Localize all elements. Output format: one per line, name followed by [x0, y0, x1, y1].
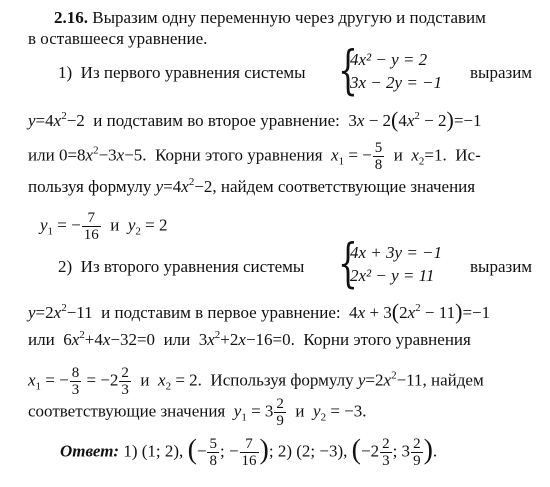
part1-label: 1) — [58, 63, 73, 82]
line-12-text: соответствующие значения — [28, 401, 226, 421]
system-1-brace: { — [338, 41, 358, 101]
formula-y1: y — [28, 111, 36, 130]
express-word-2: выразим — [470, 257, 533, 276]
system-2-row-2: 2x² − y = 11 — [350, 266, 435, 285]
answer-frac-7-16: $\frac{7}{16}$ — [241, 436, 257, 469]
line-5-and: и — [393, 145, 403, 165]
answer-part-1: 1) (1; 2), — [123, 441, 184, 461]
line-6: пользуя формулу $y=4x^2-2$, найдем соответствующие значения — [28, 176, 476, 196]
intro-text-1: Выразим одну переменную через другую и подставим — [92, 8, 486, 27]
line-5-roots: Корни этого уравнения — [155, 145, 323, 165]
line-11-text-a: Используя формулу — [210, 370, 354, 390]
part2-text: Из второго уравнения системы — [80, 257, 305, 276]
line-5: или $0=8x^2-3x-5$. Корни этого уравнения $x_1$ = − $\frac{5}{8}$ и $x_2=1$. Ис- — [28, 140, 481, 173]
frac-2-9: $\frac{2}{9}$ — [276, 396, 284, 429]
frac-7-16: $\frac{7}{16}$ — [83, 210, 99, 243]
answer-part-2: ; 2) (2; −3), — [268, 441, 348, 461]
system-2-brace: { — [338, 234, 358, 294]
part2-line — [58, 257, 304, 277]
line-5-or: или — [28, 145, 55, 165]
intro-line-1 — [54, 8, 486, 28]
line-5-end: Ис- — [455, 145, 481, 165]
answer-frac-2-9: $\frac{2}{9}$ — [413, 436, 421, 469]
frac-5-8: $\frac{5}{8}$ — [374, 140, 383, 173]
answer-label: Ответ: — [60, 441, 120, 461]
line-10-roots: Корни этого уравнения — [303, 330, 471, 349]
intro-line-2 — [28, 29, 207, 49]
system-2 — [338, 234, 448, 294]
line-10: или $6x^2+4x-32=0$ или $3x^2+2x-16=0$. Корни этого уравнения — [28, 329, 471, 349]
line-6-text-b: , найдем соответствующие значения — [212, 177, 476, 196]
line-4-text: и подставим во второе уравнение: — [93, 111, 340, 130]
line-6-text-a: пользуя формулу — [28, 177, 152, 196]
line-9-text: и подставим в первое уравнение: — [101, 303, 341, 322]
answer-frac-5-8: $\frac{5}{8}$ — [209, 436, 217, 469]
line-7: $y_1$ = − $\frac{7}{16}$ и $y_2 = 2$ — [40, 210, 168, 243]
answer-line: Ответ: 1) (1; 2), (− $\frac{5}{8}$ ; − $\frac{7}{16}$ ); 2) (2; −3), (−2 $\frac{2}{3}$ ; 3 $\frac{2}{9}$ ). — [60, 434, 438, 469]
line-11: $x_1$ = − $\frac{8}{3}$ = −2 $\frac{2}{3}$ и $x_2 = 2$. Используя формулу $y=2x^2-11$, найдем — [28, 365, 484, 398]
frac-2-3-a: $\frac{2}{3}$ — [121, 365, 129, 398]
system-1-row-2: 3x − 2y = −1 — [350, 73, 443, 92]
line-11-text-b: , найдем — [422, 370, 484, 390]
frac-8-3: $\frac{8}{3}$ — [71, 365, 80, 398]
system-2-row-1: 4x + 3y = −1 — [350, 243, 443, 262]
intro-text-2: в оставшееся уравнение. — [28, 29, 208, 48]
problem-number: 2.16. — [54, 8, 88, 27]
system-1 — [338, 41, 448, 101]
answer-frac-2-3: $\frac{2}{3}$ — [382, 436, 390, 469]
part1-text: Из первого уравнения системы — [80, 63, 306, 82]
system-1-row-1: 4x² − y = 2 — [350, 50, 428, 69]
line-4: $y=4x^2-2$ и подставим во второе уравнение: $3x - 2(4x^2 - 2)=-1$ — [28, 107, 482, 132]
line-9: $y=2x^2-11$ и подставим в первое уравнение: $4x + 3(2x^2 - 11)=-1$ — [28, 299, 491, 324]
express-word-1: выразим — [470, 63, 533, 82]
part1-line — [58, 63, 306, 83]
line-12: соответствующие значения $y_1 = 3$ $\frac{2}{9}$ и $y_2 = -3$. — [28, 396, 367, 429]
part2-label: 2) — [58, 257, 73, 276]
